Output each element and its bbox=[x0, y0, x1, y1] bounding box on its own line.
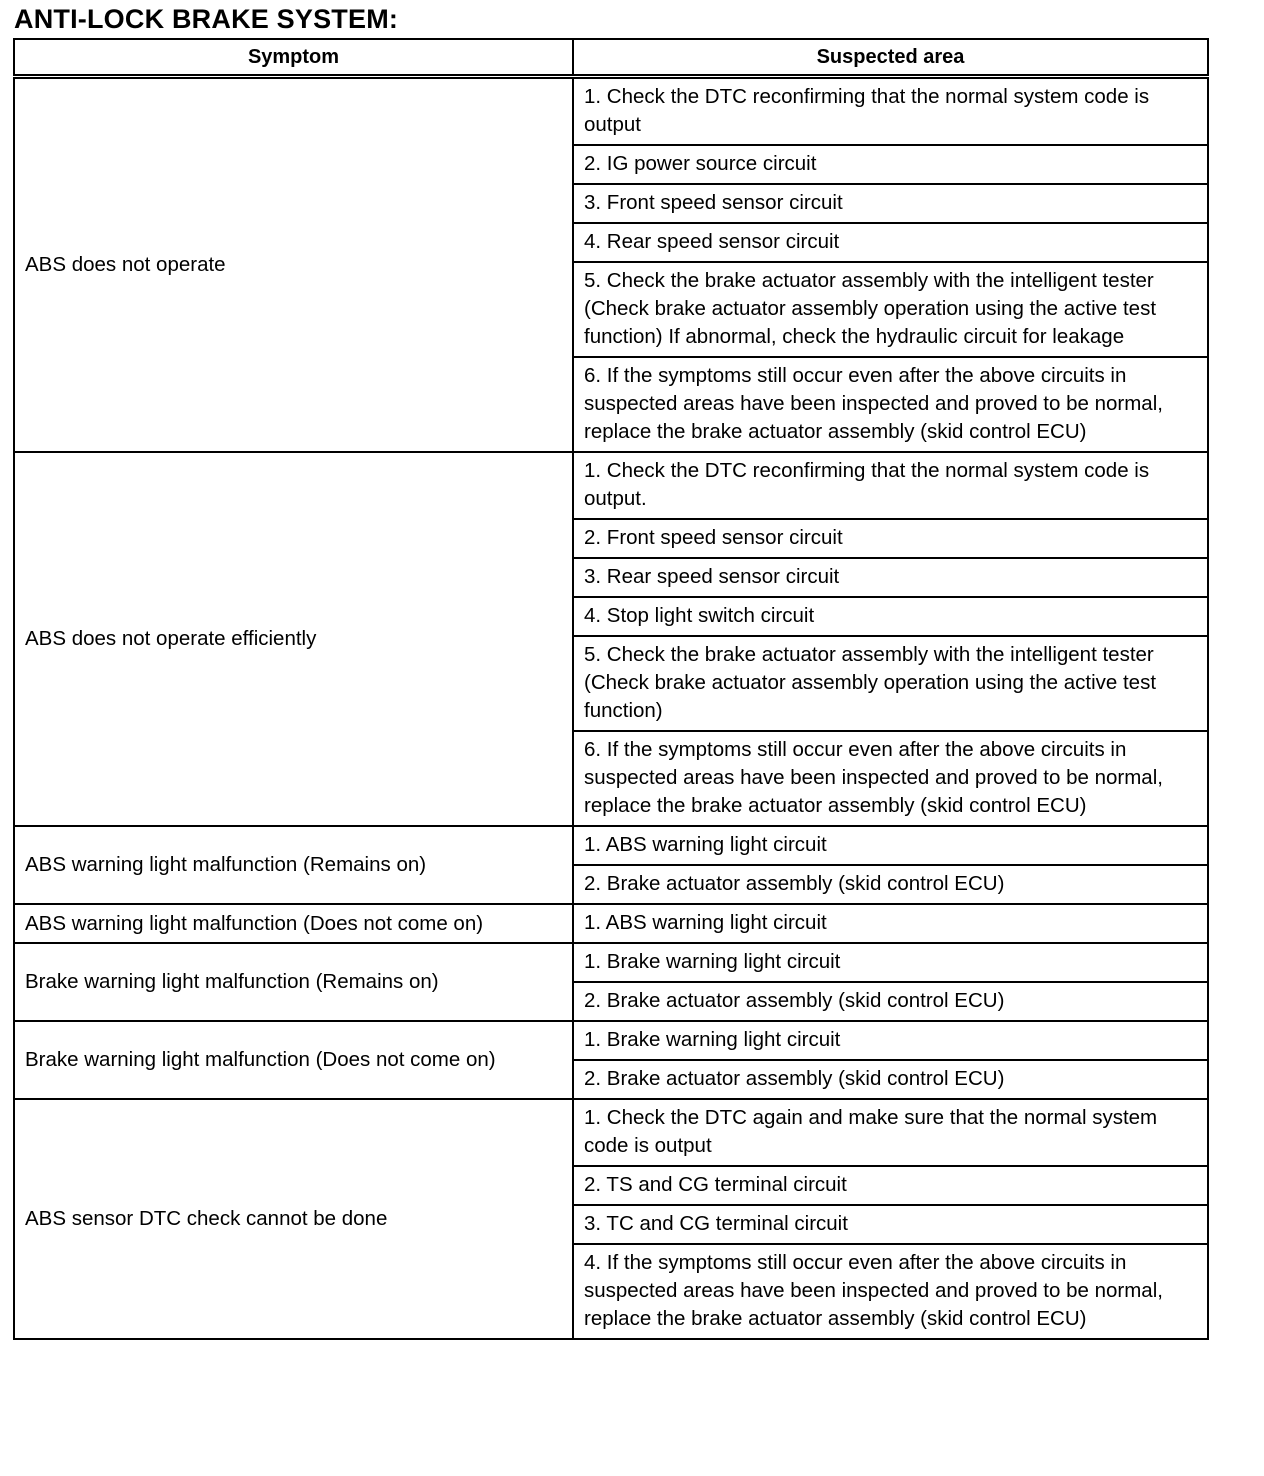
suspected-area-cell: 2. TS and CG terminal circuit bbox=[573, 1166, 1208, 1205]
symptom-cell: ABS sensor DTC check cannot be done bbox=[14, 1099, 573, 1339]
symptom-table bbox=[13, 38, 1209, 1340]
suspected-area-cell: 1. Check the DTC reconfirming that the normal system code is output bbox=[573, 77, 1208, 146]
suspected-area-cell: 2. Front speed sensor circuit bbox=[573, 519, 1208, 558]
symptom-cell: ABS warning light malfunction (Does not come on) bbox=[14, 904, 573, 943]
suspected-area-cell: 6. If the symptoms still occur even after the above circuits in suspected areas have been inspected and proved to be normal, replace the brake actuator assembly (skid control ECU) bbox=[573, 357, 1208, 452]
suspected-area-cell: 3. Front speed sensor circuit bbox=[573, 184, 1208, 223]
symptom-cell: ABS does not operate efficiently bbox=[14, 452, 573, 826]
suspected-area-cell: 6. If the symptoms still occur even after the above circuits in suspected areas have been inspected and proved to be normal, replace the brake actuator assembly (skid control ECU) bbox=[573, 731, 1208, 826]
table-row bbox=[14, 452, 1208, 519]
table-body bbox=[14, 77, 1208, 1340]
table-row bbox=[14, 826, 1208, 865]
table-row bbox=[14, 904, 1208, 943]
symptom-cell: ABS warning light malfunction (Remains on) bbox=[14, 826, 573, 904]
suspected-area-cell: 1. ABS warning light circuit bbox=[573, 904, 1208, 943]
table-header-row bbox=[14, 39, 1208, 77]
suspected-area-cell: 3. Rear speed sensor circuit bbox=[573, 558, 1208, 597]
suspected-area-cell: 5. Check the brake actuator assembly with the intelligent tester (Check brake actuator assembly operation using the active test function) If abnormal, check the hydraulic circuit for leakage bbox=[573, 262, 1208, 357]
suspected-area-cell: 2. Brake actuator assembly (skid control ECU) bbox=[573, 865, 1208, 904]
suspected-area-cell: 2. Brake actuator assembly (skid control ECU) bbox=[573, 982, 1208, 1021]
suspected-area-cell: 5. Check the brake actuator assembly with the intelligent tester (Check brake actuator assembly operation using the active test function) bbox=[573, 636, 1208, 731]
suspected-area-cell: 2. Brake actuator assembly (skid control ECU) bbox=[573, 1060, 1208, 1099]
table-row bbox=[14, 77, 1208, 146]
table-row bbox=[14, 943, 1208, 982]
header-symptom: Symptom bbox=[14, 39, 573, 77]
symptom-cell: Brake warning light malfunction (Remains on) bbox=[14, 943, 573, 1021]
suspected-area-cell: 4. If the symptoms still occur even after the above circuits in suspected areas have been inspected and proved to be normal, replace the brake actuator assembly (skid control ECU) bbox=[573, 1244, 1208, 1339]
suspected-area-cell: 2. IG power source circuit bbox=[573, 145, 1208, 184]
suspected-area-cell: 1. Brake warning light circuit bbox=[573, 1021, 1208, 1060]
suspected-area-cell: 1. Brake warning light circuit bbox=[573, 943, 1208, 982]
header-suspected-area: Suspected area bbox=[573, 39, 1208, 77]
suspected-area-cell: 3. TC and CG terminal circuit bbox=[573, 1205, 1208, 1244]
table-row bbox=[14, 1099, 1208, 1166]
suspected-area-cell: 4. Stop light switch circuit bbox=[573, 597, 1208, 636]
suspected-area-cell: 4. Rear speed sensor circuit bbox=[573, 223, 1208, 262]
page-title: ANTI-LOCK BRAKE SYSTEM: bbox=[14, 4, 399, 34]
table-row bbox=[14, 1021, 1208, 1060]
suspected-area-cell: 1. Check the DTC reconfirming that the normal system code is output. bbox=[573, 452, 1208, 519]
suspected-area-cell: 1. ABS warning light circuit bbox=[573, 826, 1208, 865]
suspected-area-cell: 1. Check the DTC again and make sure that the normal system code is output bbox=[573, 1099, 1208, 1166]
symptom-cell: Brake warning light malfunction (Does not come on) bbox=[14, 1021, 573, 1099]
symptom-cell: ABS does not operate bbox=[14, 77, 573, 453]
